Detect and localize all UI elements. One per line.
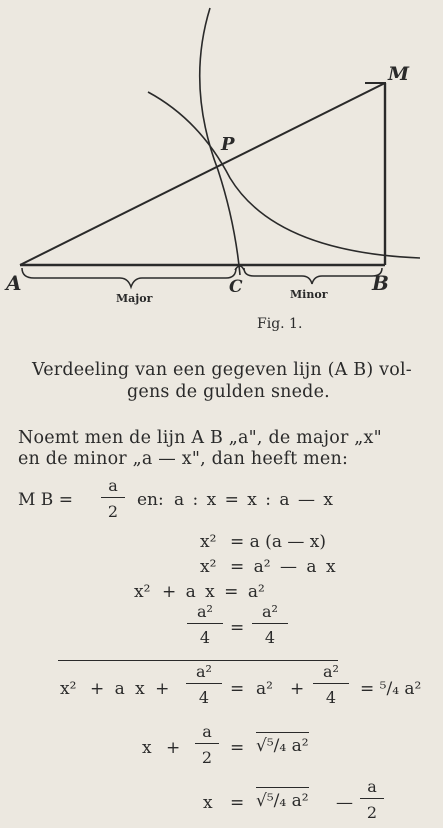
eq7-frac [195,722,219,767]
eq1-rhs: a : x = x : a — x [174,490,333,510]
eq4-rhs: + a x = a² [162,582,265,602]
frac-num: a² [186,662,222,684]
addition-rule [58,660,338,661]
eq3-rhs: = a² — a x [230,557,336,577]
golden-section-figure [0,0,443,345]
intro-line-1: Noemt men de lijn A B „a", de major „x" [18,428,382,448]
frac-den: 4 [264,628,276,647]
title-line-2: gens de gulden snede. [127,382,330,402]
frac-num: a² [313,662,349,684]
eq6-rhs: = ⁵/₄ a² [360,679,422,699]
eq2-rhs: = a (a — x) [230,532,326,552]
eq7-equals: = [230,738,245,758]
eq7-root [256,732,309,756]
label-p: P [221,134,235,155]
eq8-minus: — [336,793,353,813]
label-m: M [388,63,410,85]
frac-num: a [195,722,219,744]
frac-den: 2 [201,748,213,767]
eq8-frac [360,777,384,822]
frac-den: 2 [366,803,378,822]
frac-den: 4 [199,628,211,647]
frac-den: 4 [325,688,337,707]
eq6-frac-1 [186,662,222,707]
major-brace [22,268,236,287]
root-text: √⁵/₄ a² [256,736,309,756]
eq8-equals: = [230,793,245,813]
label-a: A [6,271,22,295]
eq6-a2: a² [256,679,273,699]
label-c: C [229,277,243,297]
eq6-frac-2 [313,662,349,707]
frac-num: a² [187,602,223,624]
x2-text: x² [200,532,217,552]
eq4-x2: x² [134,582,151,602]
eq6-eq1: = [230,679,245,699]
eq1-en: en: [137,490,164,510]
eq8-root [256,787,309,811]
frac-den: 4 [198,688,210,707]
eq6-x2: x² [60,679,77,699]
figure-caption: Fig. 1. [257,316,303,332]
frac-den: 2 [107,502,119,521]
eq5-frac-right [252,602,288,647]
eq7-plus: + [166,738,181,758]
frac-num: a [101,476,125,498]
eq2-x2 [200,532,216,552]
frac-num: a² [252,602,288,624]
label-major: Major [116,292,153,305]
eq5-frac-left [187,602,223,647]
title-line-1: Verdeeling van een gegeven lijn (A B) vol- [32,360,412,380]
label-minor: Minor [290,288,328,301]
eq1-lhs: M B = [18,490,73,510]
eq1-frac [101,476,125,521]
minor-brace [244,268,382,284]
intro-line-2: en de minor „a — x", dan heeft men: [18,449,349,469]
eq3-x2: x² [200,557,217,577]
frac-num: a [360,777,384,799]
root-text: √⁵/₄ a² [256,791,309,811]
arc-m [148,92,420,258]
eq6-plus-ax: + a x + [90,679,170,699]
eq6-plus: + [290,679,305,699]
label-b: B [372,271,389,295]
eq5-equals: = [230,618,245,638]
eq7-x: x [142,738,152,758]
eq8-x: x [203,793,213,813]
